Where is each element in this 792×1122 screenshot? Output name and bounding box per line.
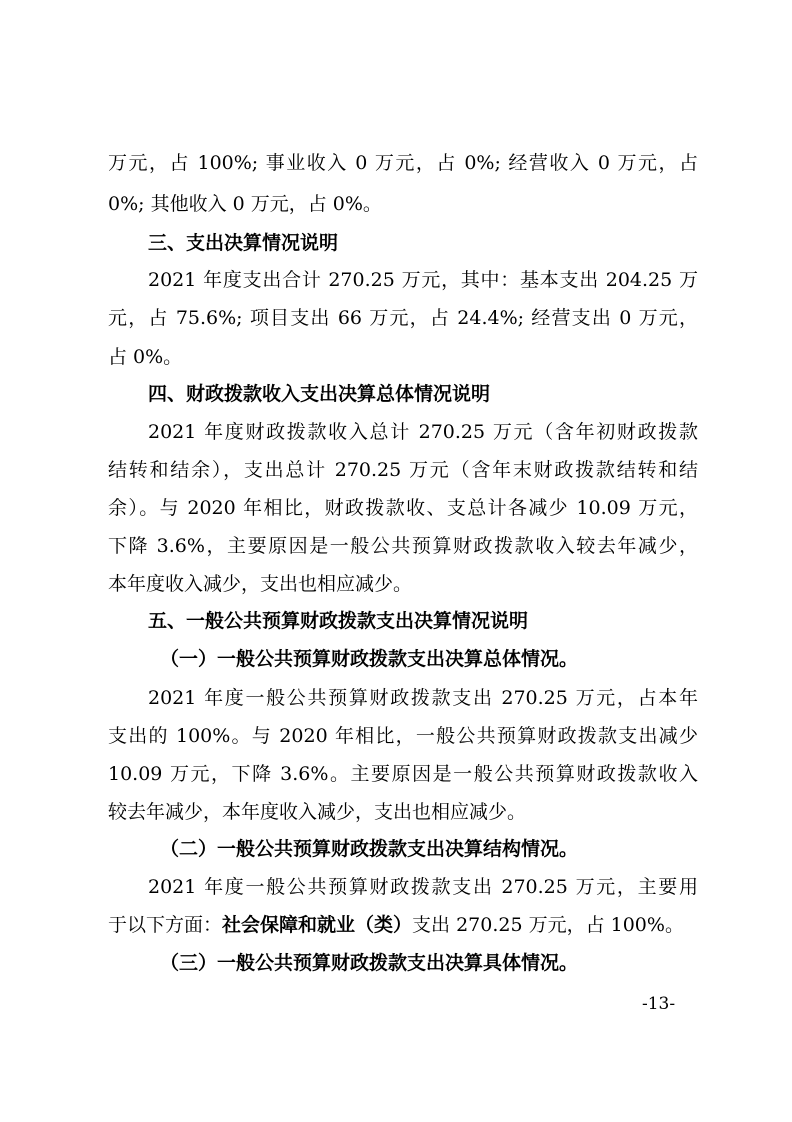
body-line: 较去年减少，本年度收入减少，支出也相应减少。 xyxy=(108,801,527,823)
body-line: 元，占 75.6%; 项目支出 66 万元，占 24.4%; 经营支出 0 万元， xyxy=(108,307,698,329)
body-line: 下降 3.6%，主要原因是一般公共预算财政拨款收入较去年减少， xyxy=(108,535,698,557)
subsection-heading: （一）一般公共预算财政拨款支出决算总体情况。 xyxy=(160,648,579,670)
subsection-heading: （二）一般公共预算财政拨款支出决算结构情况。 xyxy=(160,838,579,860)
section-heading: 四、财政拨款收入支出决算总体情况说明 xyxy=(148,383,491,405)
line-suffix: 支出 270.25 万元，占 100%。 xyxy=(412,914,684,936)
body-line: 占 0%。 xyxy=(108,346,183,368)
body-line: 万元，占 100%; 事业收入 0 万元，占 0%; 经营收入 0 万元，占 xyxy=(108,152,698,174)
line-prefix: 于以下方面： xyxy=(108,914,223,936)
section-heading: 五、一般公共预算财政拨款支出决算情况说明 xyxy=(148,610,529,632)
body-line: 2021 年度一般公共预算财政拨款支出 270.25 万元，占本年 xyxy=(148,687,698,709)
body-line: 10.09 万元，下降 3.6%。主要原因是一般公共预算财政拨款收入 xyxy=(108,763,698,785)
subsection-heading: （三）一般公共预算财政拨款支出决算具体情况。 xyxy=(160,952,579,974)
body-line: 2021 年度支出合计 270.25 万元，其中：基本支出 204.25 万 xyxy=(148,269,698,291)
body-line: 2021 年度一般公共预算财政拨款支出 270.25 万元，主要用 xyxy=(148,876,698,898)
body-line: 结转和结余），支出总计 270.25 万元（含年末财政拨款结转和结 xyxy=(108,459,698,481)
category-name: 社会保障和就业（类） xyxy=(222,914,413,936)
body-line: 本年度收入减少，支出也相应减少。 xyxy=(108,573,413,595)
body-line: 余）。与 2020 年相比，财政拨款收、支总计各减少 10.09 万元， xyxy=(108,497,698,519)
section-heading: 三、支出决算情况说明 xyxy=(148,232,339,254)
body-line: 2021 年度财政拨款收入总计 270.25 万元（含年初财政拨款 xyxy=(148,421,698,443)
body-line: 支出的 100%。与 2020 年相比，一般公共预算财政拨款支出减少 xyxy=(108,725,698,747)
page-number: -13- xyxy=(642,994,676,1014)
body-line: 0%; 其他收入 0 万元，占 0%。 xyxy=(108,193,382,215)
body-line xyxy=(108,913,698,937)
